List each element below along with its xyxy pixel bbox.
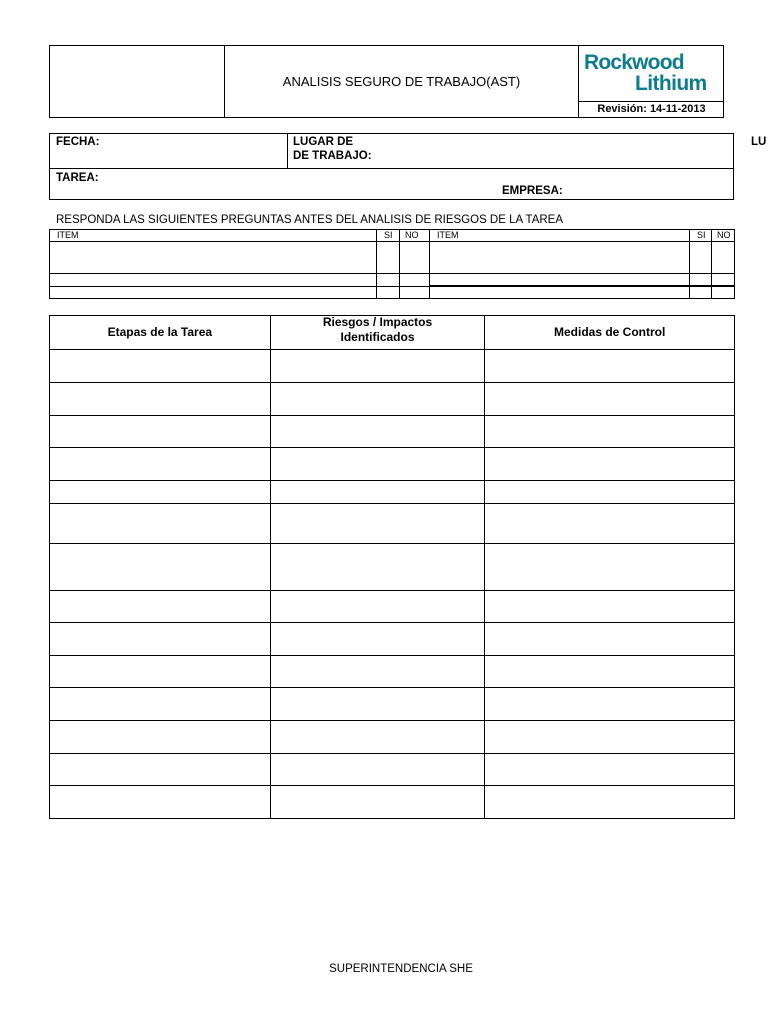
etapa-cell[interactable] <box>50 688 271 721</box>
etapa-cell[interactable] <box>50 591 271 623</box>
riesgos-header <box>270 316 485 350</box>
table-row <box>50 481 735 504</box>
questions-instruction: RESPONDA LAS SIGUIENTES PREGUNTAS ANTES DEL ANALISIS DE RIESGOS DE LA TAREA <box>56 214 564 226</box>
document-title: ANALISIS SEGURO DE TRABAJO(AST) <box>282 74 521 89</box>
si-column-header: SI <box>384 230 393 240</box>
item-column-header: ITEM <box>437 230 459 240</box>
medida-cell[interactable] <box>485 544 735 591</box>
medida-cell[interactable] <box>485 383 735 416</box>
revision-date: Revisión: 14-11-2013 <box>597 103 706 115</box>
etapa-cell[interactable] <box>50 623 271 656</box>
table-row <box>50 591 735 623</box>
riesgos-header-line2: Identificados <box>340 329 415 344</box>
etapa-cell[interactable] <box>50 350 271 383</box>
empresa-label: EMPRESA: <box>502 185 563 197</box>
footer-text: SUPERINTENDENCIA SHE <box>329 963 473 975</box>
info-divider <box>49 168 734 169</box>
table-row <box>50 544 735 591</box>
info-box <box>49 133 734 200</box>
riesgo-cell[interactable] <box>270 786 485 819</box>
table-row <box>50 448 735 481</box>
riesgo-cell[interactable] <box>270 623 485 656</box>
riesgo-cell[interactable] <box>270 688 485 721</box>
etapas-header: Etapas de la Tarea <box>50 316 271 350</box>
table-row <box>50 656 735 688</box>
table-row <box>50 688 735 721</box>
medidas-header: Medidas de Control <box>485 316 735 350</box>
medida-cell[interactable] <box>485 623 735 656</box>
etapa-cell[interactable] <box>50 481 271 504</box>
riesgo-cell[interactable] <box>270 416 485 448</box>
riesgo-cell[interactable] <box>270 591 485 623</box>
medida-cell[interactable] <box>485 786 735 819</box>
company-logo-line1: Rockwood <box>584 51 684 74</box>
medida-cell[interactable] <box>485 448 735 481</box>
tarea-label: TAREA: <box>56 172 99 184</box>
si-column-header: SI <box>697 230 706 240</box>
etapa-cell[interactable] <box>50 544 271 591</box>
table-row <box>50 754 735 786</box>
riesgos-header-line1: Riesgos / Impactos <box>322 314 433 329</box>
lu-label: LU <box>751 136 767 148</box>
medida-cell[interactable] <box>485 721 735 754</box>
no-column-header: NO <box>405 230 419 240</box>
table-row <box>50 504 735 544</box>
medida-cell[interactable] <box>485 481 735 504</box>
etapa-cell[interactable] <box>50 383 271 416</box>
etapa-cell[interactable] <box>50 416 271 448</box>
lugar-label-line1: LUGAR DE <box>293 136 354 148</box>
medida-cell[interactable] <box>485 416 735 448</box>
etapa-cell[interactable] <box>50 754 271 786</box>
etapa-cell[interactable] <box>50 504 271 544</box>
table-row <box>50 623 735 656</box>
medida-cell[interactable] <box>485 688 735 721</box>
riesgo-cell[interactable] <box>270 721 485 754</box>
medida-cell[interactable] <box>485 504 735 544</box>
medida-cell[interactable] <box>485 754 735 786</box>
item-column-header: ITEM <box>57 230 79 240</box>
table-row <box>50 416 735 448</box>
riesgo-cell[interactable] <box>270 754 485 786</box>
task-analysis-table <box>49 315 735 819</box>
etapa-cell[interactable] <box>50 448 271 481</box>
revision-divider <box>578 101 724 102</box>
riesgo-cell[interactable] <box>270 504 485 544</box>
riesgo-cell[interactable] <box>270 656 485 688</box>
table-row <box>50 383 735 416</box>
riesgo-cell[interactable] <box>270 350 485 383</box>
etapa-cell[interactable] <box>50 721 271 754</box>
table-row <box>50 350 735 383</box>
riesgo-cell[interactable] <box>270 481 485 504</box>
etapa-cell[interactable] <box>50 786 271 819</box>
table-row <box>50 721 735 754</box>
lugar-label-line2: DE TRABAJO: <box>293 150 372 162</box>
company-logo-line2: Lithium <box>635 72 707 95</box>
medida-cell[interactable] <box>485 591 735 623</box>
table-row <box>50 786 735 819</box>
fecha-label: FECHA: <box>56 136 100 148</box>
riesgo-cell[interactable] <box>270 544 485 591</box>
table-header-row <box>50 316 735 350</box>
info-divider <box>287 133 288 168</box>
etapa-cell[interactable] <box>50 656 271 688</box>
medida-cell[interactable] <box>485 350 735 383</box>
medida-cell[interactable] <box>485 656 735 688</box>
no-column-header: NO <box>717 230 731 240</box>
riesgo-cell[interactable] <box>270 383 485 416</box>
riesgo-cell[interactable] <box>270 448 485 481</box>
